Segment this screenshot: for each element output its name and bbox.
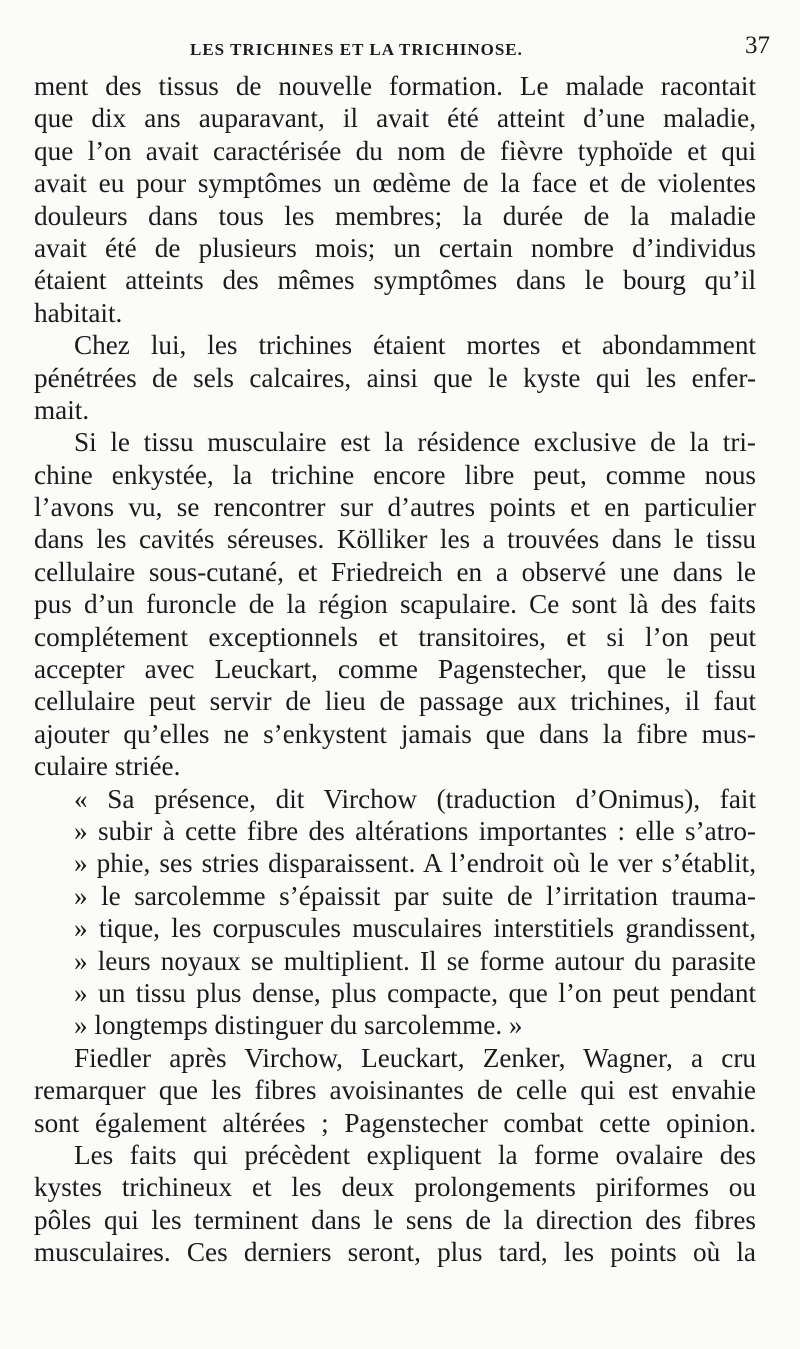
text-line: l’avons vu, se rencontrer sur d’autres points et en particulier: [34, 492, 756, 523]
text-line: remarquer que les fibres avoisinantes de celle qui est envahie: [34, 1075, 756, 1106]
running-title: LES TRICHINES ET LA TRICHINOSE.: [190, 40, 523, 59]
quote-line: » un tissu plus dense, plus compacte, que l’on peut pendant: [74, 977, 756, 1008]
page-number: 37: [745, 32, 770, 59]
text-line: kystes trichineux et les deux prolongements piriformes ou: [34, 1172, 756, 1203]
quote-line: » subir à cette fibre des altérations importantes : elle s’atro-: [74, 815, 756, 846]
quote-line: » leurs noyaux se multiplient. Il se forme autour du parasite: [74, 945, 756, 976]
text-line: avait été de plusieurs mois; un certain nombre d’individus: [34, 232, 756, 263]
text-line: dans les cavités séreuses. Kölliker les a trouvées dans le tissu: [34, 524, 756, 555]
quote-line: » le sarcolemme s’épaissit par suite de l’irritation trauma-: [74, 880, 756, 911]
text-line: pus d’un furoncle de la région scapulaire. Ce sont là des faits: [34, 589, 756, 620]
text-line: musculaires. Ces derniers seront, plus tard, les points où la: [34, 1237, 756, 1268]
text-line: cellulaire sous-cutané, et Friedreich en a observé une dans le: [34, 556, 756, 587]
text-line: chine enkystée, la trichine encore libre peut, comme nous: [34, 459, 756, 490]
text-line: Les faits qui précèdent expliquent la forme ovalaire des: [74, 1139, 756, 1170]
text-line: Chez lui, les trichines étaient mortes et abondamment: [74, 330, 756, 361]
text-line: pôles qui les terminent dans le sens de la direction des fibres: [34, 1204, 756, 1235]
text-line: Fiedler après Virchow, Leuckart, Zenker, Wagner, a cru: [74, 1042, 756, 1073]
text-line: « Sa présence, dit Virchow (traduction d’Onimus), fait: [74, 783, 756, 814]
text-line: ment des tissus de nouvelle formation. Le malade racontait: [34, 71, 756, 101]
text-line: complétement exceptionnels et transitoires, et si l’on peut: [34, 621, 756, 652]
text-line: cellulaire peut servir de lieu de passage aux trichines, il faut: [34, 686, 756, 717]
running-header: [190, 30, 770, 60]
quote-line: » longtemps distinguer du sarcolemme. »: [74, 1010, 523, 1041]
text-line: étaient atteints des mêmes symptômes dans le bourg qu’il: [34, 265, 756, 296]
text-line: culaire striée.: [34, 751, 181, 782]
text-line: habitait.: [34, 297, 123, 328]
text-line: pénétrées de sels calcaires, ainsi que le kyste qui les enfer-: [34, 362, 756, 393]
quote-line: » tique, les corpuscules musculaires interstitiels grandissent,: [74, 913, 756, 944]
text-line: accepter avec Leuckart, comme Pagenstecher, que le tissu: [34, 654, 756, 685]
text-line: mait.: [34, 394, 90, 425]
text-line: sont également altérées ; Pagenstecher combat cette opinion.: [34, 1107, 756, 1138]
quote-line: » phie, ses stries disparaissent. A l’endroit où le ver s’établit,: [74, 848, 756, 879]
body-text: [34, 70, 756, 1268]
text-line: douleurs dans tous les membres; la durée de la maladie: [34, 200, 756, 231]
text-line: que l’on avait caractérisée du nom de fièvre typhoïde et qui: [34, 135, 756, 166]
text-line: Si le tissu musculaire est la résidence exclusive de la tri-: [74, 427, 756, 458]
text-line: avait eu pour symptômes un œdème de la face et de violentes: [34, 168, 756, 199]
text-line: ajouter qu’elles ne s’enkystent jamais que dans la fibre mus-: [34, 718, 756, 749]
text-line: que dix ans auparavant, il avait été atteint d’une maladie,: [34, 103, 756, 134]
